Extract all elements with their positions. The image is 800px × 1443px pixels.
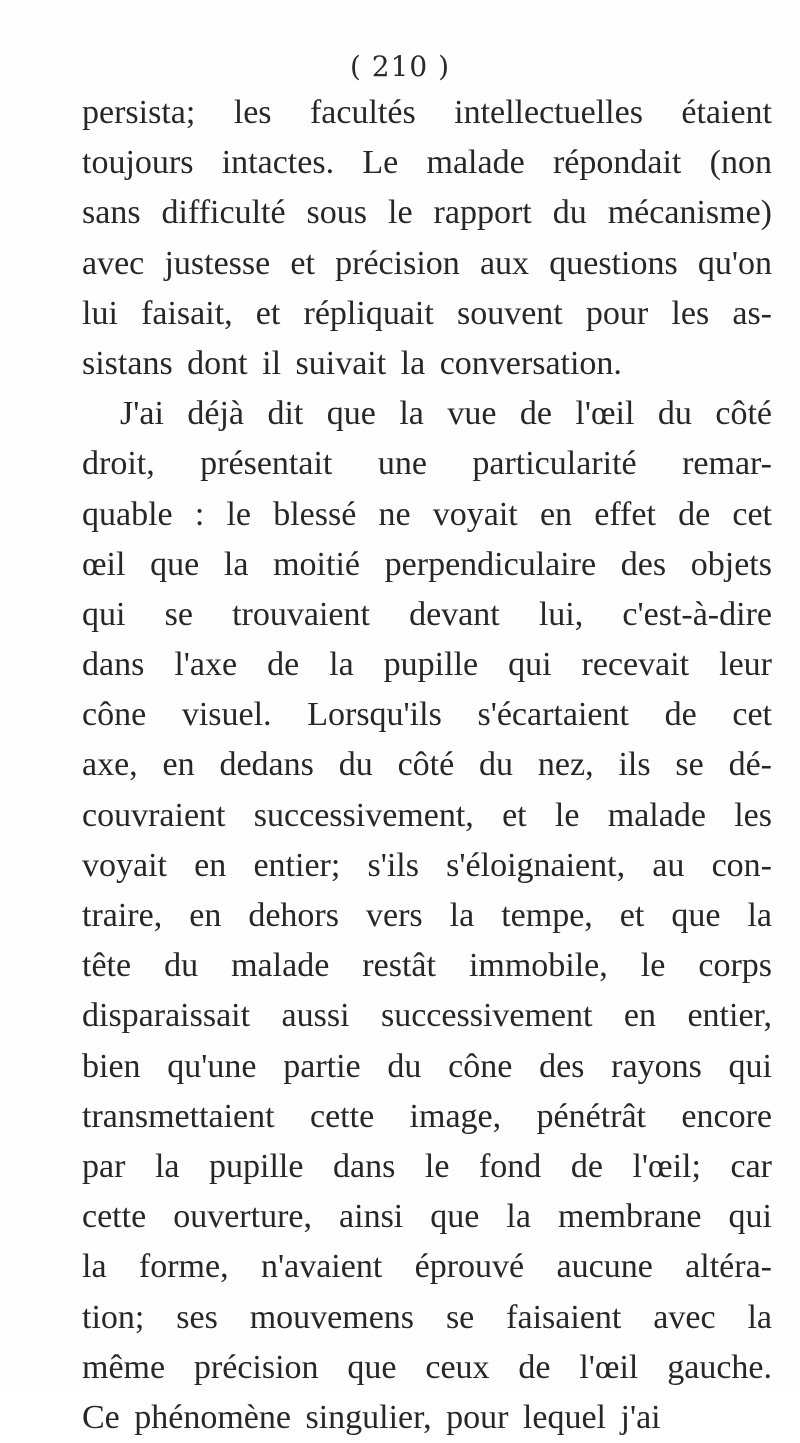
- text-line: persista; les facultés intellectuelles étaient: [82, 94, 772, 131]
- text-line: Ce phénomène singulier, pour lequel j'ai: [82, 1398, 661, 1436]
- text-line: sans difficulté sous le rapport du mécanisme): [82, 194, 772, 232]
- text-line: toujours intactes. Le malade répondait (non: [82, 144, 772, 182]
- text-line: disparaissait aussi successivement en entier,: [82, 997, 772, 1035]
- text-line: J'ai déjà dit que la vue de l'œil du côté: [120, 395, 772, 433]
- text-line: par la pupille dans le fond de l'œil; car: [82, 1147, 772, 1185]
- text-line: bien qu'une partie du cône des rayons qui: [82, 1047, 772, 1085]
- text-line: cette ouverture, ainsi que la membrane qui: [82, 1198, 772, 1236]
- body-text: [82, 88, 772, 1443]
- text-line: voyait en entier; s'ils s'éloignaient, au con-: [82, 846, 772, 884]
- text-line: tion; ses mouvemens se faisaient avec la: [82, 1298, 772, 1336]
- text-line: dans l'axe de la pupille qui recevait leur: [82, 646, 772, 684]
- page-number: ( 210 ): [349, 50, 451, 83]
- text-line: transmettaient cette image, pénétrât encore: [82, 1097, 772, 1135]
- text-line: axe, en dedans du côté du nez, ils se dé-: [82, 746, 772, 784]
- text-line: traire, en dehors vers la tempe, et que la: [82, 897, 772, 934]
- text-line: sistans dont il suivait la conversation.: [82, 344, 622, 382]
- text-line: avec justesse et précision aux questions qu'on: [82, 244, 772, 282]
- text-line: couvraient successivement, et le malade les: [82, 796, 772, 834]
- text-line: œil que la moitié perpendiculaire des objets: [82, 545, 772, 583]
- text-line: droit, présentait une particularité remar-: [82, 445, 772, 483]
- text-line: la forme, n'avaient éprouvé aucune altéra-: [82, 1248, 772, 1286]
- text-line: même précision que ceux de l'œil gauche.: [82, 1348, 772, 1386]
- text-line: lui faisait, et répliquait souvent pour les as-: [82, 294, 772, 332]
- text-line: qui se trouvaient devant lui, c'est-à-dire: [82, 595, 772, 633]
- text-line: tête du malade restât immobile, le corps: [82, 947, 772, 985]
- text-line: cône visuel. Lorsqu'ils s'écartaient de cet: [82, 696, 772, 734]
- text-line: quable : le blessé ne voyait en effet de cet: [82, 495, 772, 533]
